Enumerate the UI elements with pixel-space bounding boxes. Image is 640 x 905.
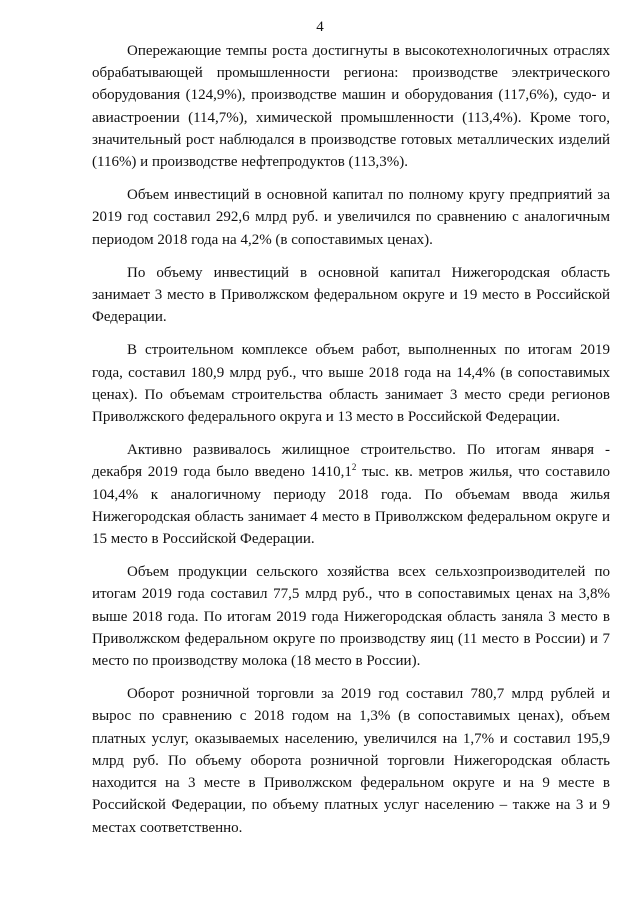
footnote-marker: 2 [351,462,357,473]
paragraph-agriculture: Объем продукции сельского хозяйства всех сельхозпроизводителей по итогам 2019 года составил 77,5 млрд руб., что в сопоставимых ценах на 3,8% выше 2018 года. По итогам 2019 года Нижегородская область заняла 3 место в Приволжском федеральном округе по производству яиц (11 место в России) и 7 место по производству молока (18 место в России). [92,564,610,670]
paragraph-investment-ranking: По объему инвестиций в основной капитал Нижегородская область занимает 3 место в Приволжском федеральном округе и 19 место в Российской Федерации. [92,264,610,326]
housing-text-before: Активно развивалось жилищное строительство. По итогам января - декабря 2019 года было введено 1410,1 [92,442,610,481]
housing-text-after: тыс. кв. метров жилья, что составило 104,4% к аналогичному периоду 2018 года. По объемам ввода жилья Нижегородская область занимает 4 место в Приволжском федеральном округе и 15 место в Российской Федерации. [92,464,610,548]
paragraph-housing-construction [92,439,610,550]
paragraph-investment-volume: Объем инвестиций в основной капитал по полному кругу предприятий за 2019 год составил 292,6 млрд руб. и увеличился по сравнению с аналогичным периодом 2018 года на 4,2% (в сопоставимых ценах). [92,187,610,248]
paragraph-retail-services: Оборот розничной торговли за 2019 год составил 780,7 млрд рублей и вырос по сравнению с 2018 годом на 1,3% (в сопоставимых ценах), объем платных услуг, оказываемых населению, увеличился на 1,7% и составил 195,9 млрд руб. По объему оборота розничной торговли Нижегородская область находится на 3 месте в Приволжском федеральном округе и на 9 месте в Российской Федерации, по объему платных услуг населению – также на 3 и 9 местах соответственно. [92,686,610,836]
page-number: 4 [316,19,324,35]
paragraph-construction: В строительном комплексе объем работ, выполненных по итогам 2019 года, составил 180,9 млрд руб., что выше 2018 года на 14,4% (в сопоставимых ценах). По объемам строительства область занимает 3 место среди регионов Приволжского федерального округа и 13 место в Российской Федерации. [92,342,610,426]
paragraph-manufacturing-growth: Опережающие темпы роста достигнуты в высокотехнологичных отраслях обрабатывающей промышленности региона: производстве электрического оборудования (124,9%), производстве машин и оборудования (117,6%), судо- и авиастроении (114,7%), химической промышленности (113,4%). Кроме того, значительный рост наблюдался в производстве готовых металлических изделий (116%) и производстве нефтепродуктов (113,3%). [92,43,610,171]
document-body [92,40,610,850]
